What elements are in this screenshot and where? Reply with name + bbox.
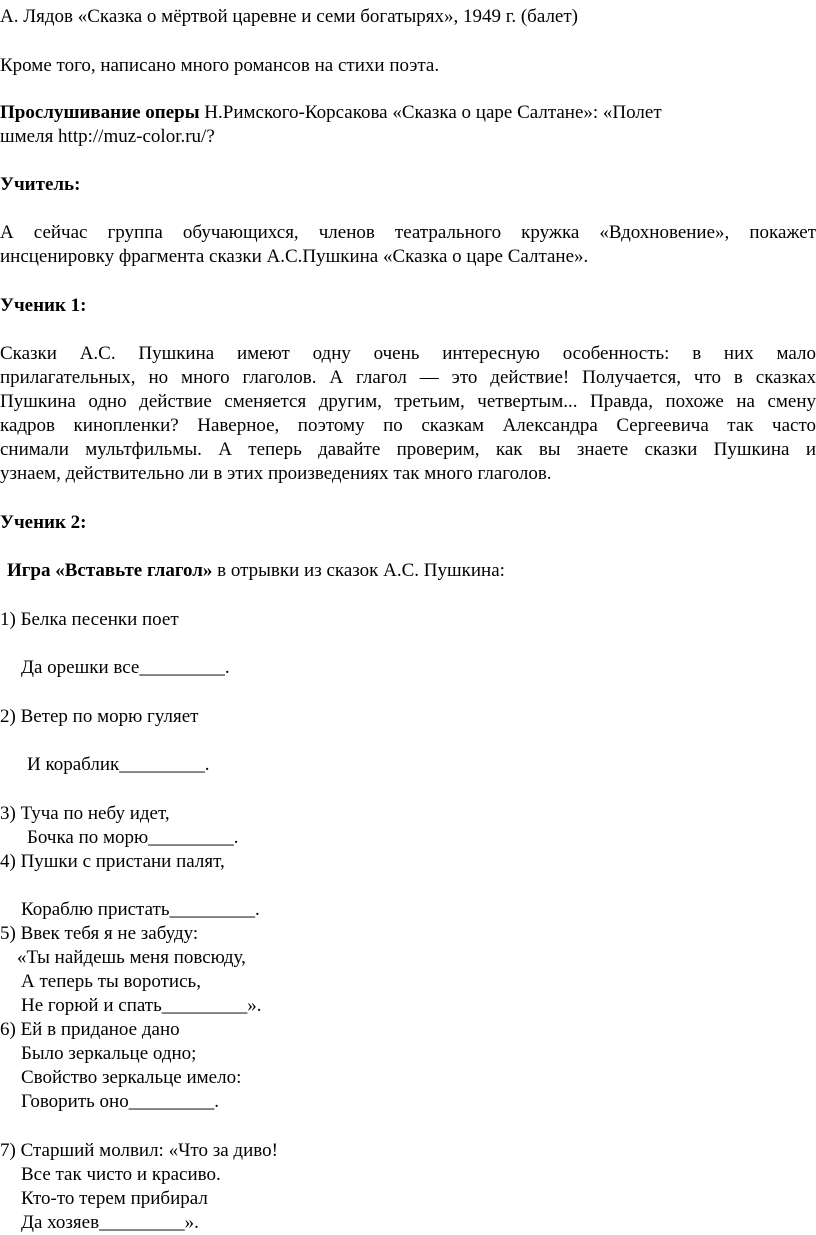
line-bee-link: шмеля http://muz-color.ru/? bbox=[0, 126, 215, 147]
exercise-6-line-3: Свойство зеркальце имело: bbox=[21, 1067, 242, 1088]
listening-text: Н.Римского-Корсакова «Сказка о царе Салтане»: «Полет bbox=[199, 102, 662, 123]
exercise-6-line-2: Было зеркальце одно; bbox=[21, 1043, 197, 1064]
game-line bbox=[7, 559, 505, 583]
exercise-3-line-1: 3) Туча по небу идет, bbox=[0, 803, 170, 824]
exercise-7-line-4: Да хозяев_________». bbox=[21, 1212, 199, 1233]
exercise-7-line-2: Все так чисто и красиво. bbox=[21, 1164, 221, 1185]
exercise-6-line-4: Говорить оно_________. bbox=[21, 1091, 219, 1112]
line-listening bbox=[0, 101, 662, 125]
line-romances: Кроме того, написано много романсов на стихи поэта. bbox=[0, 55, 440, 76]
student1-line-2: прилагательных, но много глаголов. А глагол — это действие! Получается, что в сказках bbox=[0, 367, 816, 388]
game-text: в отрывки из сказок А.С. Пушкина: bbox=[212, 560, 505, 581]
exercise-2-line-2: И кораблик_________. bbox=[27, 754, 210, 775]
line-ballet: А. Лядов «Сказка о мёртвой царевне и семи богатырях», 1949 г. (балет) bbox=[0, 6, 578, 27]
exercise-1-line-2: Да орешки все_________. bbox=[21, 657, 230, 678]
listening-label: Прослушивание оперы bbox=[0, 102, 200, 123]
exercise-4-line-1: 4) Пушки с пристани палят, bbox=[0, 851, 225, 872]
teacher-heading: Учитель: bbox=[0, 174, 81, 195]
exercise-5-line-1: 5) Ввек тебя я не забуду: bbox=[0, 923, 199, 944]
student1-line-4: кадров кинопленки? Наверное, поэтому по сказкам Александра Сергеевича так часто bbox=[0, 415, 816, 436]
student1-line-6: узнаем, действительно ли в этих произведениях так много глаголов. bbox=[0, 463, 552, 484]
exercise-4-line-2: Кораблю пристать_________. bbox=[21, 899, 260, 920]
teacher-line-2: инсценировку фрагмента сказки А.С.Пушкина «Сказка о царе Салтане». bbox=[0, 246, 589, 267]
teacher-line-1: А сейчас группа обучающихся, членов театрального кружка «Вдохновение», покажет bbox=[0, 222, 816, 243]
exercise-7-line-3: Кто-то терем прибирал bbox=[21, 1188, 208, 1209]
exercise-5-line-2: «Ты найдешь меня повсюду, bbox=[17, 947, 246, 968]
student1-line-5: снимали мультфильмы. А теперь давайте проверим, как вы знаете сказки Пушкина и bbox=[0, 439, 816, 460]
exercise-3-line-2: Бочка по морю_________. bbox=[27, 827, 239, 848]
exercise-7-line-1: 7) Старший молвил: «Что за диво! bbox=[0, 1140, 278, 1161]
exercise-2-line-1: 2) Ветер по морю гуляет bbox=[0, 706, 199, 727]
student2-heading: Ученик 2: bbox=[0, 512, 87, 533]
exercise-5-line-3: А теперь ты воротись, bbox=[21, 971, 201, 992]
exercise-5-line-4: Не горюй и спать_________». bbox=[21, 995, 262, 1016]
exercise-1-line-1: 1) Белка песенки поет bbox=[0, 609, 179, 630]
game-title: Игра «Вставьте глагол» bbox=[7, 560, 213, 581]
exercise-6-line-1: 6) Ей в приданое дано bbox=[0, 1019, 180, 1040]
student1-heading: Ученик 1: bbox=[0, 295, 87, 316]
student1-line-1: Сказки А.С. Пушкина имеют одну очень интересную особенность: в них мало bbox=[0, 343, 816, 364]
student1-line-3: Пушкина одно действие сменяется другим, третьим, четвертым... Правда, похоже на смену bbox=[0, 391, 816, 412]
